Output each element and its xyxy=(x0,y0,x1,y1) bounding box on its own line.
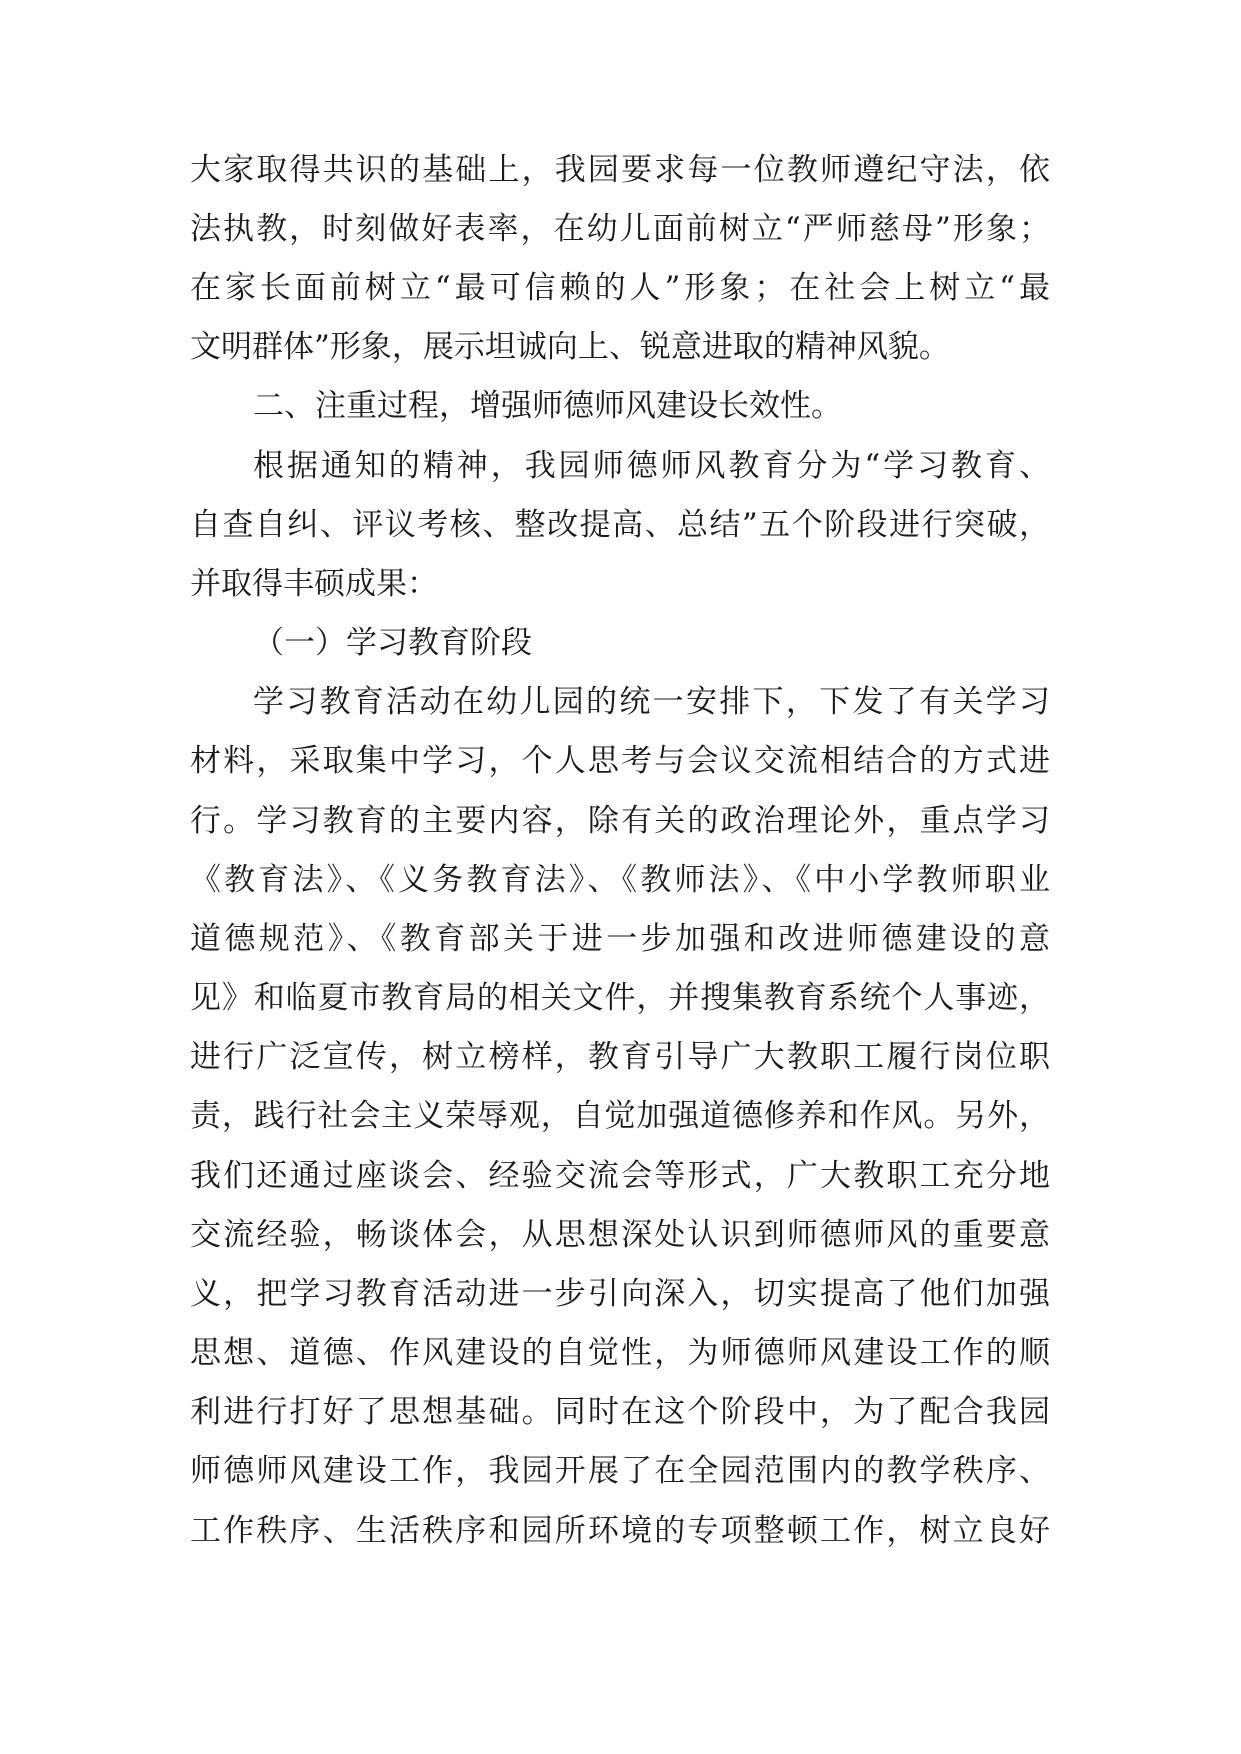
body-text-line: 学习教育活动在幼儿园的统一安排下，下发了有关学习 xyxy=(253,684,1050,720)
body-text-line: 思想、道德、作风建设的自觉性，为师德师风建设工作的顺 xyxy=(190,1335,1050,1371)
body-text-line: 材料，采取集中学习，个人思考与会议交流相结合的方式进 xyxy=(190,743,1050,779)
body-text-line: 我们还通过座谈会、经验交流会等形式，广大教职工充分地 xyxy=(190,1158,1050,1194)
body-text-line: 责，践行社会主义荣辱观，自觉加强道德修养和作风。另外， xyxy=(190,1098,1050,1134)
body-text-line: 行。学习教育的主要内容，除有关的政治理论外，重点学习 xyxy=(190,803,1050,839)
subsection-heading: （一）学习教育阶段 xyxy=(253,625,532,661)
body-text-line: 见》和临夏市教育局的相关文件，并搜集教育系统个人事迹， xyxy=(190,980,1050,1016)
body-text-line: 交流经验，畅谈体会，从思想深处认识到师德师风的重要意 xyxy=(190,1217,1050,1253)
section-heading: 二、注重过程，增强师德师风建设长效性。 xyxy=(253,388,842,424)
body-text-line: 进行广泛宣传，树立榜样，教育引导广大教职工履行岗位职 xyxy=(190,1039,1050,1075)
body-text-line: 师德师风建设工作，我园开展了在全园范围内的教学秩序、 xyxy=(190,1453,1050,1489)
body-text-line: 义，把学习教育活动进一步引向深入，切实提高了他们加强 xyxy=(190,1276,1050,1312)
body-text-line: 《教育法》、《义务教育法》、《教师法》、《中小学教师职业 xyxy=(190,862,1050,898)
body-text-line: 文明群体”形象，展示坦诚向上、锐意进取的精神风貌。 xyxy=(190,329,950,365)
body-text-line: 在家长面前树立“最可信赖的人”形象；在社会上树立“最 xyxy=(190,270,1050,306)
body-text-line: 根据通知的精神，我园师德师风教育分为“学习教育、 xyxy=(253,448,1050,484)
body-text-line: 大家取得共识的基础上，我园要求每一位教师遵纪守法，依 xyxy=(190,152,1050,188)
body-text-line: 利进行打好了思想基础。同时在这个阶段中，为了配合我园 xyxy=(190,1394,1050,1430)
body-text-line: 并取得丰硕成果： xyxy=(190,566,438,602)
body-text-line: 自查自纠、评议考核、整改提高、总结”五个阶段进行突破， xyxy=(190,507,1050,543)
body-text-line: 工作秩序、生活秩序和园所环境的专项整顿工作，树立良好 xyxy=(190,1513,1050,1549)
body-text-line: 法执教，时刻做好表率，在幼儿面前树立“严师慈母”形象； xyxy=(190,211,1050,247)
body-text-line: 道德规范》、《教育部关于进一步加强和改进师德建设的意 xyxy=(190,921,1050,957)
